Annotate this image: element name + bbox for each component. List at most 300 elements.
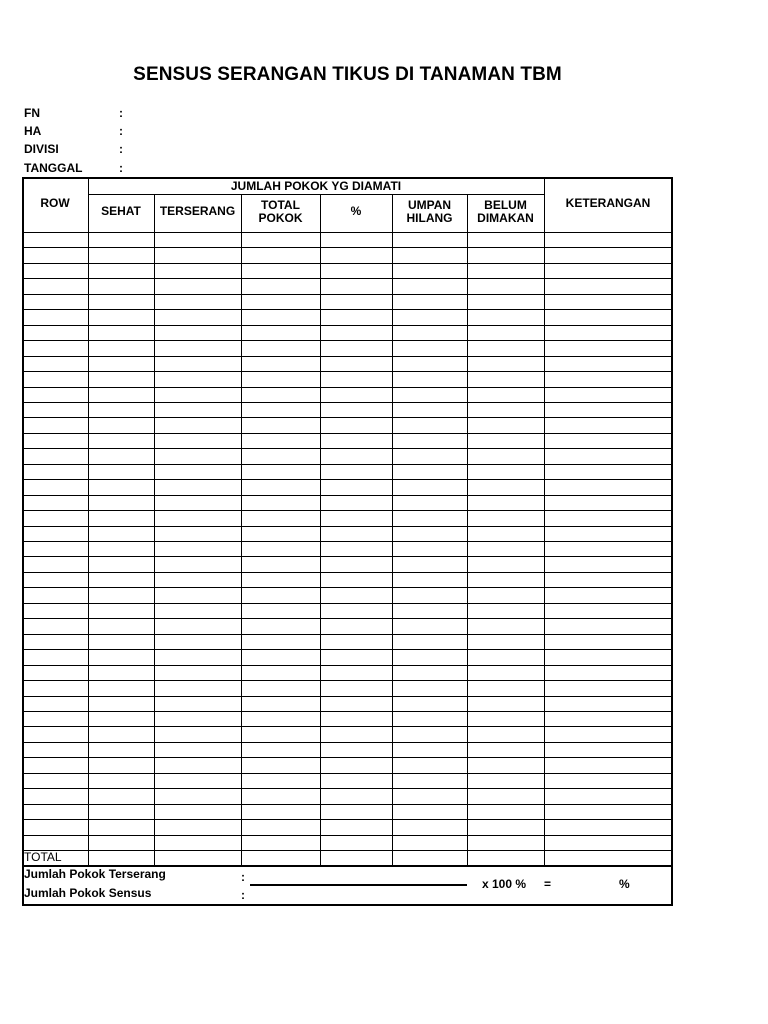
table-cell — [242, 588, 320, 602]
table-cell — [155, 326, 241, 340]
table-cell — [468, 712, 544, 726]
table-cell — [89, 264, 154, 278]
table-cell — [89, 697, 154, 711]
table-cell — [155, 357, 241, 371]
table-cell — [242, 727, 320, 741]
table-cell — [468, 635, 544, 649]
table-cell — [242, 789, 320, 803]
table-cell — [468, 743, 544, 757]
table-cell — [393, 434, 467, 448]
table-cell — [393, 388, 467, 402]
table-cell — [545, 310, 673, 324]
table-cell — [89, 388, 154, 402]
table-cell — [23, 666, 88, 680]
table-cell — [545, 264, 673, 278]
table-cell — [468, 681, 544, 695]
table-cell — [321, 774, 392, 788]
table-cell — [89, 635, 154, 649]
table-cell — [89, 758, 154, 772]
table-cell — [321, 557, 392, 571]
table-cell — [89, 480, 154, 494]
table-cell — [89, 712, 154, 726]
table-cell — [242, 697, 320, 711]
table-cell — [242, 233, 320, 247]
table-cell — [89, 279, 154, 293]
table-cell — [242, 527, 320, 541]
table-cell — [23, 697, 88, 711]
table-cell — [393, 310, 467, 324]
table-cell — [468, 573, 544, 587]
table-cell — [468, 295, 544, 309]
table-cell — [468, 248, 544, 262]
table-cell — [242, 650, 320, 664]
table-cell — [89, 681, 154, 695]
table-cell — [321, 573, 392, 587]
table-cell — [393, 449, 467, 463]
field-colon: : — [119, 106, 123, 120]
table-cell — [89, 805, 154, 819]
table-cell — [468, 357, 544, 371]
table-cell — [89, 418, 154, 432]
table-cell — [89, 743, 154, 757]
table-cell — [393, 264, 467, 278]
table-cell — [23, 403, 88, 417]
table-cell — [155, 264, 241, 278]
table-cell — [545, 789, 673, 803]
table-cell — [242, 836, 320, 850]
table-cell — [468, 820, 544, 834]
table-cell — [242, 805, 320, 819]
table-cell — [468, 496, 544, 510]
table-cell — [468, 449, 544, 463]
table-cell — [155, 805, 241, 819]
formula-denominator-label: Jumlah Pokok Sensus — [24, 886, 152, 900]
table-cell — [155, 233, 241, 247]
table-cell — [321, 743, 392, 757]
table-cell — [321, 697, 392, 711]
table-cell — [321, 836, 392, 850]
table-cell — [393, 480, 467, 494]
table-cell — [393, 650, 467, 664]
formula-percent: % — [619, 877, 630, 891]
table-cell — [393, 496, 467, 510]
table-cell — [23, 727, 88, 741]
table-cell — [23, 449, 88, 463]
table-cell — [393, 604, 467, 618]
table-cell — [89, 233, 154, 247]
table-cell — [89, 573, 154, 587]
table-cell — [468, 697, 544, 711]
header-total-pokok-line1: TOTAL — [261, 198, 300, 212]
field-label: FN — [24, 106, 40, 120]
table-cell — [23, 279, 88, 293]
table-cell — [468, 434, 544, 448]
table-cell — [23, 820, 88, 834]
table-cell — [321, 789, 392, 803]
table-cell — [393, 789, 467, 803]
table-cell — [545, 666, 673, 680]
table-cell — [468, 310, 544, 324]
table-cell — [155, 449, 241, 463]
table-cell — [393, 372, 467, 386]
table-cell — [393, 697, 467, 711]
table-cell — [468, 480, 544, 494]
table-cell — [468, 650, 544, 664]
table-cell — [321, 449, 392, 463]
table-cell — [321, 295, 392, 309]
table-cell — [321, 758, 392, 772]
table-cell — [23, 418, 88, 432]
table-cell — [242, 310, 320, 324]
table-cell — [321, 527, 392, 541]
table-cell — [23, 681, 88, 695]
table-cell — [155, 403, 241, 417]
table-cell — [468, 465, 544, 479]
table-cell — [321, 805, 392, 819]
table-cell — [242, 248, 320, 262]
table-cell — [23, 511, 88, 525]
table-cell — [545, 727, 673, 741]
table-cell — [23, 372, 88, 386]
table-cell — [468, 789, 544, 803]
table-cell — [242, 403, 320, 417]
table-cell — [89, 465, 154, 479]
table-cell — [393, 341, 467, 355]
table-cell — [155, 573, 241, 587]
table-cell — [393, 573, 467, 587]
table-cell — [23, 434, 88, 448]
table-cell — [242, 743, 320, 757]
table-cell — [545, 557, 673, 571]
table-cell — [393, 403, 467, 417]
table-cell — [468, 836, 544, 850]
table-cell — [155, 588, 241, 602]
table-cell — [89, 341, 154, 355]
row-rule — [22, 850, 673, 851]
table-cell — [393, 619, 467, 633]
header-belum-line2: DIMAKAN — [477, 211, 534, 225]
table-cell — [155, 727, 241, 741]
table-cell — [321, 434, 392, 448]
field-label: TANGGAL — [24, 161, 83, 175]
table-cell — [545, 805, 673, 819]
table-cell — [321, 650, 392, 664]
table-cell — [89, 836, 154, 850]
table-cell — [89, 542, 154, 556]
table-cell — [321, 727, 392, 741]
formula-numerator-label: Jumlah Pokok Terserang — [24, 867, 166, 881]
table-cell — [242, 712, 320, 726]
field-colon: : — [119, 124, 123, 138]
table-cell — [321, 326, 392, 340]
table-cell — [23, 248, 88, 262]
table-cell — [393, 836, 467, 850]
table-cell — [23, 542, 88, 556]
table-cell — [89, 403, 154, 417]
table-cell — [242, 681, 320, 695]
header-total-pokok — [241, 199, 320, 225]
table-cell — [155, 527, 241, 541]
table-cell — [393, 820, 467, 834]
table-cell — [23, 480, 88, 494]
table-cell — [321, 604, 392, 618]
table-cell — [321, 619, 392, 633]
table-cell — [242, 480, 320, 494]
table-cell — [155, 820, 241, 834]
header-total-pokok-line2: POKOK — [258, 211, 303, 225]
table-cell — [545, 836, 673, 850]
table-cell — [468, 727, 544, 741]
table-cell — [545, 588, 673, 602]
table-cell — [23, 712, 88, 726]
header-keterangan: KETERANGAN — [565, 196, 651, 210]
header-belum-line1: BELUM — [484, 198, 527, 212]
table-cell — [393, 758, 467, 772]
table-cell — [23, 465, 88, 479]
table-cell — [23, 588, 88, 602]
table-cell — [155, 434, 241, 448]
table-cell — [321, 511, 392, 525]
table-cell — [321, 542, 392, 556]
header-percent: % — [350, 204, 362, 218]
census-table — [22, 177, 673, 906]
fraction-line — [250, 884, 467, 886]
table-cell — [155, 557, 241, 571]
field-label: DIVISI — [24, 142, 59, 156]
table-cell — [155, 743, 241, 757]
header-row: ROW — [40, 196, 70, 210]
table-cell — [89, 511, 154, 525]
table-cell — [23, 341, 88, 355]
table-cell — [393, 712, 467, 726]
table-cell — [155, 789, 241, 803]
table-cell — [393, 774, 467, 788]
table-cell — [89, 295, 154, 309]
table-cell — [393, 666, 467, 680]
table-cell — [89, 727, 154, 741]
table-cell — [89, 357, 154, 371]
table-cell — [393, 681, 467, 695]
table-cell — [89, 650, 154, 664]
table-cell — [545, 697, 673, 711]
table-cell — [545, 357, 673, 371]
table-cell — [321, 403, 392, 417]
table-cell — [242, 820, 320, 834]
table-cell — [155, 388, 241, 402]
table-cell — [468, 326, 544, 340]
table-cell — [321, 279, 392, 293]
table-cell — [89, 372, 154, 386]
table-cell — [393, 805, 467, 819]
table-cell — [468, 341, 544, 355]
table-cell — [242, 465, 320, 479]
table-cell — [545, 326, 673, 340]
table-cell — [89, 434, 154, 448]
table-cell — [242, 666, 320, 680]
table-cell — [23, 789, 88, 803]
table-cell — [545, 418, 673, 432]
table-cell — [23, 635, 88, 649]
total-label: TOTAL — [24, 850, 62, 864]
table-cell — [468, 805, 544, 819]
table-cell — [468, 418, 544, 432]
table-cell — [242, 774, 320, 788]
table-cell — [545, 480, 673, 494]
table-cell — [155, 619, 241, 633]
table-cell — [242, 635, 320, 649]
table-cell — [23, 310, 88, 324]
table-cell — [321, 588, 392, 602]
table-cell — [545, 248, 673, 262]
table-cell — [155, 372, 241, 386]
table-cell — [545, 635, 673, 649]
group-header-rule — [88, 194, 544, 195]
header-umpan-hilang — [392, 199, 467, 225]
table-cell — [155, 635, 241, 649]
table-cell — [23, 650, 88, 664]
table-cell — [468, 264, 544, 278]
table-cell — [393, 465, 467, 479]
table-cell — [23, 357, 88, 371]
border-bottom — [22, 904, 673, 906]
table-cell — [23, 496, 88, 510]
table-cell — [242, 418, 320, 432]
table-cell — [242, 388, 320, 402]
table-cell — [155, 279, 241, 293]
table-cell — [545, 758, 673, 772]
table-cell — [242, 295, 320, 309]
table-cell — [89, 820, 154, 834]
table-cell — [155, 697, 241, 711]
table-cell — [155, 480, 241, 494]
table-cell — [468, 619, 544, 633]
table-cell — [468, 279, 544, 293]
table-cell — [242, 496, 320, 510]
table-cell — [393, 357, 467, 371]
table-cell — [242, 372, 320, 386]
table-cell — [23, 774, 88, 788]
table-cell — [545, 712, 673, 726]
field-label: HA — [24, 124, 42, 138]
table-cell — [545, 341, 673, 355]
table-cell — [89, 449, 154, 463]
formula-equals: = — [544, 877, 552, 891]
table-cell — [155, 341, 241, 355]
table-cell — [545, 372, 673, 386]
table-cell — [23, 758, 88, 772]
table-cell — [393, 326, 467, 340]
table-cell — [545, 233, 673, 247]
table-cell — [155, 604, 241, 618]
table-cell — [393, 233, 467, 247]
table-cell — [155, 418, 241, 432]
table-cell — [321, 820, 392, 834]
table-cell — [242, 557, 320, 571]
header-terserang: TERSERANG — [159, 204, 236, 218]
table-cell — [321, 465, 392, 479]
table-cell — [393, 418, 467, 432]
table-cell — [468, 372, 544, 386]
table-cell — [89, 248, 154, 262]
table-cell — [155, 774, 241, 788]
table-cell — [545, 604, 673, 618]
table-cell — [23, 805, 88, 819]
table-cell — [468, 666, 544, 680]
table-cell — [545, 573, 673, 587]
table-cell — [468, 511, 544, 525]
table-cell — [242, 758, 320, 772]
table-cell — [242, 434, 320, 448]
table-cell — [393, 542, 467, 556]
table-cell — [23, 743, 88, 757]
table-cell — [321, 418, 392, 432]
table-cell — [321, 712, 392, 726]
table-cell — [89, 666, 154, 680]
header-sehat: SEHAT — [101, 204, 141, 218]
field-colon: : — [119, 142, 123, 156]
table-cell — [545, 681, 673, 695]
table-cell — [23, 836, 88, 850]
table-cell — [545, 527, 673, 541]
table-cell — [321, 264, 392, 278]
table-cell — [242, 619, 320, 633]
table-cell — [89, 789, 154, 803]
table-cell — [155, 310, 241, 324]
table-cell — [242, 326, 320, 340]
table-cell — [468, 403, 544, 417]
table-cell — [155, 542, 241, 556]
table-cell — [23, 326, 88, 340]
table-cell — [89, 604, 154, 618]
table-cell — [321, 233, 392, 247]
table-cell — [23, 604, 88, 618]
table-cell — [545, 449, 673, 463]
table-cell — [468, 774, 544, 788]
table-cell — [468, 527, 544, 541]
table-cell — [242, 511, 320, 525]
table-cell — [321, 388, 392, 402]
table-cell — [321, 248, 392, 262]
table-cell — [468, 542, 544, 556]
table-cell — [321, 310, 392, 324]
table-cell — [23, 557, 88, 571]
table-cell — [155, 248, 241, 262]
table-cell — [23, 295, 88, 309]
table-cell — [242, 357, 320, 371]
table-cell — [545, 496, 673, 510]
table-cell — [321, 357, 392, 371]
table-cell — [545, 774, 673, 788]
table-cell — [393, 727, 467, 741]
table-cell — [545, 403, 673, 417]
table-cell — [23, 619, 88, 633]
table-cell — [393, 295, 467, 309]
table-cell — [468, 388, 544, 402]
table-cell — [23, 573, 88, 587]
table-cell — [89, 527, 154, 541]
table-cell — [89, 588, 154, 602]
formula-multiplier: x 100 % — [482, 877, 527, 891]
table-cell — [89, 496, 154, 510]
table-cell — [155, 712, 241, 726]
table-cell — [545, 820, 673, 834]
table-cell — [545, 434, 673, 448]
table-cell — [545, 743, 673, 757]
table-cell — [23, 527, 88, 541]
table-cell — [155, 666, 241, 680]
table-cell — [545, 465, 673, 479]
table-cell — [468, 588, 544, 602]
